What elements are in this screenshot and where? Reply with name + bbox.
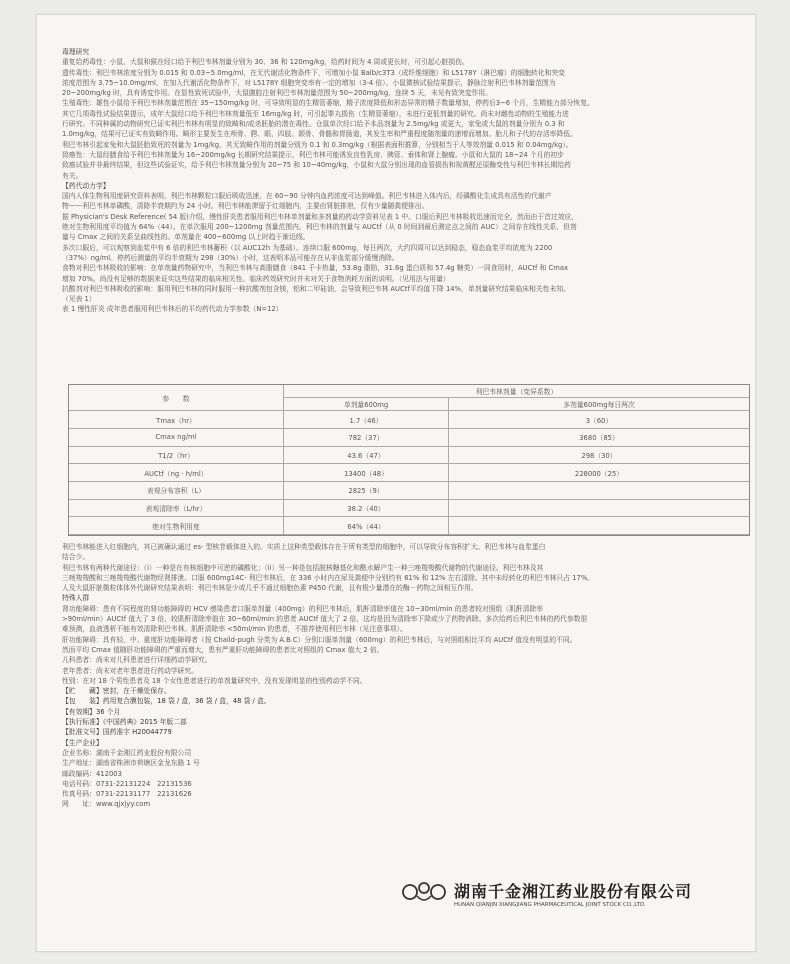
table-cell: 3（60） bbox=[449, 411, 750, 429]
table-cell: Tmax（hr） bbox=[69, 411, 284, 429]
text-line: 儿科患者：尚未对儿科患者进行详细药动学研究。 bbox=[62, 656, 212, 665]
company-emblem-icon bbox=[400, 876, 450, 906]
table-cell: 表观分布容积（L） bbox=[69, 481, 284, 499]
table-cell: 2825（9） bbox=[284, 481, 449, 499]
table-cell: 3680（85） bbox=[449, 429, 750, 447]
text-line: 利巴韦林有两种代谢途径：（i）一种是在有核细胞中可逆的磷酸化；（ii）另一种是包括脱核糖基化和酰水解产生一种三唑羧羧酸代谢物的代谢途径。利巴韦林及其 bbox=[62, 563, 544, 572]
table-cell: AUCtf（ng · h/ml） bbox=[69, 464, 284, 482]
text-line: 【生产企业】 bbox=[62, 738, 103, 747]
table-row bbox=[69, 481, 749, 499]
text-line: 网 址：www.qjxjyy.com bbox=[62, 800, 151, 809]
table-cell: T1/2（hr） bbox=[69, 446, 284, 464]
text-line: 肾功能障碍：患有不同程度的肾功能障碍的 HCV 感染患者口服单剂量（400mg）的利巴韦林后，肌酐清除率值在 10~30ml/min 的患者较对照组（肌酐清除率 bbox=[62, 604, 544, 613]
insert-text-lower bbox=[62, 542, 742, 810]
text-line: 重复给药毒性：小鼠、大鼠和猴在经口给予利巴韦林剂量分别为 30、36 和 120mg/kg，给药时间为 4 周或更长时，可引起心脏损伤。 bbox=[62, 58, 469, 67]
text-line: 肝功能障碍：具有轻、中、重度肝功能障碍者（按 Chaild-pugh 分类为 A.B.C）分别口服单剂量（600mg）的利巴韦林后，与对照组相比平均 AUCtf 值没有明显的不同。 bbox=[62, 635, 577, 644]
text-line: 浓度范围为 3.75~10.0mg/ml，在加入代谢活化物条件下，对 L5178Y 细胞突变率有一定的增加（3-4 倍）。小鼠微核试验结果提示，静脉注射利巴韦林剂量范围为 bbox=[62, 78, 556, 87]
company-logo bbox=[398, 874, 728, 914]
text-line: 邮政编码：412003 bbox=[62, 769, 122, 778]
text-line: 致癌性：大鼠经膳食给予利巴韦林剂量为 16~200mg/kg 长期研究结果提示，利巴韦林可能诱发良性乳房、胰管、垂体和肾上腺瘤。小鼠和大鼠的 18~24 个月的初步 bbox=[62, 150, 564, 159]
table-cell: 43.6（47） bbox=[284, 446, 449, 464]
text-line: 量与 Cmax 之间的关系呈曲线性的。单剂量在 400~600mg 以上时趋于渐近线。 bbox=[62, 233, 310, 242]
text-line: 1.0mg/kg，结果可已证实有致畸作用。畸形主要发生在颅骨、腭、眼、四肢、颌骨、骨骼和胃肠道，其发生率和严重程度随剂量的递增而增加。胎儿和子代的存活率降低。 bbox=[62, 130, 577, 139]
text-line: 行研究。不同种属的动物研究已证实利巴韦林有明显的致畸和/或杀胚胎的潜在毒性。仓鼠单次经口给予本品剂量为 2.5mg/kg 或更大，家兔或大鼠的剂量分别为 0.3 和 bbox=[62, 120, 565, 129]
table-header-single: 单剂量600mg bbox=[284, 398, 449, 411]
text-line: 表 1 慢性肝炎 成年患者服用利巴韦林后的平均药代动力学参数（N=12） bbox=[62, 305, 283, 314]
table-cell bbox=[449, 517, 750, 535]
text-line: 【有效期】36 个月 bbox=[62, 707, 121, 716]
text-line: 难预测，血液透析不能有效清除利巴韦林。肌酐清除率 <50ml/min 的患者，不推荐使用利巴韦林（见注意事项）。 bbox=[62, 625, 407, 634]
company-name: 湖南千金湘江药业股份有限公司 bbox=[454, 882, 693, 901]
text-line: 其它几项毒性试验结果提示，成年大鼠经口给予利巴韦林剂量低至 16mg/kg 时，可引起睾丸损伤（生精管萎缩），未进行更低剂量的研究。尚未对雌性动物的生殖能力进 bbox=[62, 109, 569, 118]
insert-text-upper bbox=[62, 47, 742, 315]
text-line: 三唑羧羧酸和三唑羧羧酸代谢物经肾排泄。口服 600mg14C- 利巴韦林后，在 336 小时内在尿及粪便中分别约有 61% 和 12% 左右清除。其中未经转化的利巴韦林只占 17%。 bbox=[62, 573, 595, 582]
text-line: 结合少。 bbox=[62, 553, 90, 562]
text-line: 电话号码：0731-22131224 22131536 bbox=[62, 779, 192, 788]
pk-parameter-table bbox=[68, 384, 750, 536]
text-line: 【药代动力学】 bbox=[62, 181, 110, 190]
text-line: 利巴韦林能进入红细胞内，其已被确认通过 es- 型核苷载体进入的。实质上这种类型载体存在于所有类型的细胞中，可以导致分布容积扩大。利巴韦林与血浆蛋白 bbox=[62, 543, 546, 551]
table-cell: 38.2（40） bbox=[284, 499, 449, 517]
text-line: （见表 1） bbox=[62, 295, 96, 304]
text-line: 毒理研究 bbox=[62, 48, 90, 56]
text-line: 生殖毒性：雄性小鼠给予利巴韦林剂量范围在 35~150mg/kg 时，可导致明显的生精管萎缩，精子浓度降低和形态异常的精子数量增加，停药后3~6 个月，生精能力部分恢复。 bbox=[62, 99, 594, 108]
table-row bbox=[69, 517, 749, 535]
text-line: 国内人体生物利用度研究资料表明，利巴韦林颗粒口服后吸收迅速，在 60~90 分钟内血药浓度可达到峰值。利巴韦林进入体内后，经磷酸化生成具有活性的代谢产 bbox=[62, 192, 552, 201]
text-line: 物——利巴韦林单磷酸，清除半衰期约为 24 小时。利巴韦林能滞留于红细胞内，主要由肾脏排泄，仅有少量随粪便排出。 bbox=[62, 202, 429, 211]
text-line: 企业名称：湖南千金湘江药业股份有限公司 bbox=[62, 748, 192, 757]
text-line: 传真号码：0731-22131177 22131626 bbox=[62, 790, 192, 799]
text-line: 利巴韦林引起家兔和大鼠胚胎致死的剂量为 1mg/kg，其无致畸作用的剂量分别为 0.1 和 0.3mg/kg（根据表面积推算，分别相当于人等效剂量 0.015 和 0.04mg/kg）。 bbox=[62, 140, 573, 149]
text-line: 然而平均 Cmax 值随肝功能障碍的严重而增大，患有严重肝功能障碍的患者比对照组的 Cmax 值大 2 倍。 bbox=[62, 645, 384, 654]
table-cell: 228000（25） bbox=[449, 464, 750, 482]
table-row bbox=[69, 429, 749, 447]
table-header-group: 利巴韦林剂量（变异系数） bbox=[284, 385, 750, 398]
text-line: 性别：在对 18 个男性患者及 18 个女性患者进行的单剂量研究中，没有发现明显的性别药动学不同。 bbox=[62, 676, 367, 685]
table-header-multi: 多剂量600mg每日两次 bbox=[449, 398, 750, 411]
table-cell: 13400（48） bbox=[284, 464, 449, 482]
text-line: 多次口服后，可以观察到血浆中有 6 倍的利巴韦林蓄积（以 AUC12h 为基础）。连续口服 600mg，每日两次，大约四周可以达到稳态，稳态血浆平均浓度为 2200 bbox=[62, 243, 553, 252]
text-line: 【贮 藏】密封，在干燥处保存。 bbox=[62, 687, 171, 696]
text-line: 遗传毒性：利巴韦林浓度分别为 0.015 和 0.03~5.0mg/ml，在无代谢活化物条件下，可增加小鼠 Balb/c3T3（成纤维细胞）和 L5178Y（淋巴瘤）的细胞转化和突变 bbox=[62, 68, 565, 77]
table-row bbox=[69, 446, 749, 464]
text-line: 【包 装】药用复合膜包装，18 袋 / 盒，36 袋 / 盒，48 袋 / 盒。 bbox=[62, 697, 271, 706]
text-line: 【批准文号】国药准字 H20044779 bbox=[62, 728, 172, 737]
text-line: 据 Physician's Desk Reference( 54 版)介绍，慢性肝炎患者服用利巴韦林单剂量和多剂量的药动学资料见表 1 中。口服后利巴韦林吸收迅速而完全，然而由于首过效应， bbox=[62, 212, 579, 221]
table-cell: 表观清除率（L/hr） bbox=[69, 499, 284, 517]
text-line: 老年患者：尚未对老年患者进行药动学研究。 bbox=[62, 666, 198, 675]
text-line: 【执行标准】《中国药典》2015 年版二部 bbox=[62, 718, 187, 727]
table-cell: 298（30） bbox=[449, 446, 750, 464]
table-row bbox=[69, 464, 749, 482]
text-line: 致癌试验并非最终结果，但这些试验证实，给予利巴韦林剂量分别为 20~75 和 10~40mg/kg，小鼠和大鼠分别出现的血管损伤和视黄醛还原酶变性与利巴韦林长期给药 bbox=[62, 161, 571, 170]
company-english-name: HUNAN QIANJIN XIANGJIANG PHARMACEUTICAL JOINT STOCK CO.,LTD. bbox=[454, 902, 646, 908]
text-line: 20~200mg/kg 时，具有诱変作用。在显性致死试验中，大鼠腹腔注射利巴韦林剂量范围为 50~200mg/kg，连续 5 天，未见有致突変作用。 bbox=[62, 89, 493, 98]
table-cell: 绝对生物利用度 bbox=[69, 517, 284, 535]
table-cell bbox=[449, 499, 750, 517]
table-cell: 64%（44） bbox=[284, 517, 449, 535]
text-line: >90ml/min）AUCtf 值大了 3 倍，较肌酐清除率值在 30~60ml/min 的患者 AUCtf 值大了 2 倍，这均是因为清除率下降或少了药物消除。多次给药后利巴韦林的药代参数很 bbox=[62, 615, 588, 624]
text-line: （37%）ng/ml。停药后测量的平均半衰期为 298（30%）小时，这表明本品可能存在从非血浆部分缓慢消除。 bbox=[62, 253, 399, 262]
table-header-param: 参 数 bbox=[69, 385, 284, 411]
table-row bbox=[69, 411, 749, 429]
table-cell: Cmax ng/ml bbox=[69, 429, 284, 447]
text-line: 有关。 bbox=[62, 171, 83, 180]
table-cell bbox=[449, 481, 750, 499]
table-cell: 1.7（46） bbox=[284, 411, 449, 429]
table-cell: 782（37） bbox=[284, 429, 449, 447]
text-line: 增加 70%。尚没有足够的数据来证实这些结果的临床相关性。临床药效研究时并未对关于食物消耗方面的说明。（见用法与用量） bbox=[62, 274, 450, 283]
text-line: 人及大鼠肝脏微粒体体外代谢研究结果表明：利巴韦林是少或几乎不通过细胞色素 P450 代谢，且有极少量潜在的酶－药物之间相互作用。 bbox=[62, 584, 478, 593]
text-line: 特殊人群 bbox=[62, 594, 90, 603]
table-row bbox=[69, 499, 749, 517]
text-line: 抗酸剂对利巴韦林吸收的影响：服用利巴韦林的同时服用一种抗酸剂包含镁，铝和二甲硅油，会导致利巴韦林 AUCtf平均值下降 14%，单剂量研究结果临床相关性未知。 bbox=[62, 284, 570, 293]
text-line: 食物对利巴韦林吸收的影响：在单剂量药物研究中，当利巴韦林与高脂膳食（841 千卡热量，53.8g 脂肪，31.6g 蛋白质和 57.4g 糖类）一同食用时，AUCtf 和 Cmax bbox=[62, 264, 569, 273]
text-line: 绝对生物利用度平均值为 64%（44）。在单次服用 200~1200mg 剂量范围内，利巴韦林的剂量与 AUCtf（从 0 时间到最后测定点之间的 AUC）之间存在线性关系，但剂 bbox=[62, 223, 577, 232]
text-line: 生产地址：湖南省株洲市荷塘区金龙东路 1 号 bbox=[62, 759, 200, 768]
